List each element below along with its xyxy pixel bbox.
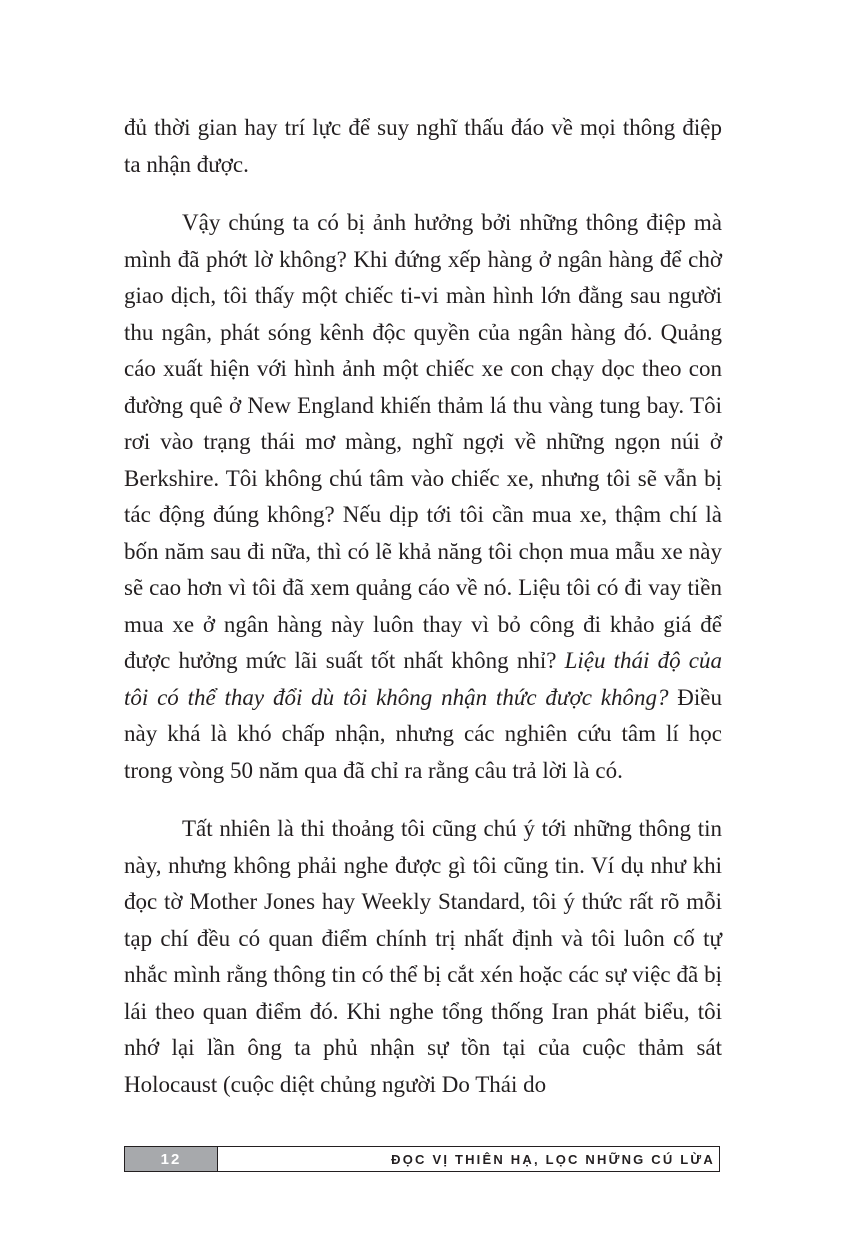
body-text: [124, 110, 722, 1125]
page-footer: [124, 1146, 720, 1172]
page-number: 12: [125, 1147, 218, 1171]
paragraph-continuation: đủ thời gian hay trí lực để suy nghĩ thấu đáo về mọi thông điệp ta nhận được.: [124, 115, 722, 177]
italic-question: Liệu thái độ của tôi có thể thay đổi dù tôi không nhận thức được không?: [124, 648, 722, 710]
paragraph-bank-advertisement: [124, 205, 722, 789]
paragraph-text: Vậy chúng ta có bị ảnh hưởng bởi những thông điệp mà mình đã phớt lờ không? Khi đứng xếp hàng ở ngân hàng để chờ giao dịch, tôi thấy một chiếc ti-vi màn hình lớn đằng sau người thu ngân, phát sóng kênh độc quyền của ngân hàng đó. Quảng cáo xuất hiện với hình ảnh một chiếc xe con chạy dọc theo con đường quê ở New England khiến thảm lá thu vàng tung bay. Tôi rơi vào trạng thái mơ màng, nghĩ ngợi về những ngọn núi ở Berkshire. Tôi không chú tâm vào chiếc xe, nhưng tôi sẽ vẫn bị tác động đúng không? Nếu dịp tới tôi cần mua xe, thậm chí là bốn năm sau đi nữa, thì có lẽ khả năng tôi chọn mua mẫu xe này sẽ cao hơn vì tôi đã xem quảng cáo về nó. Liệu tôi có đi vay tiền mua xe ở ngân hàng này luôn thay vì bỏ công đi khảo giá để được hưởng mức lãi suất tốt nhất không nhỉ?: [124, 210, 722, 673]
paragraph-media-bias: Tất nhiên là thi thoảng tôi cũng chú ý tới những thông tin này, nhưng không phải nghe được gì tôi cũng tin. Ví dụ như khi đọc tờ Mother Jones hay Weekly Standard, tôi ý thức rất rõ mỗi tạp chí đều có quan điểm chính trị nhất định và tôi luôn cố tự nhắc mình rằng thông tin có thể bị cắt xén hoặc các sự việc đã bị lái theo quan điểm đó. Khi nghe tổng thống Iran phát biểu, tôi nhớ lại lần ông ta phủ nhận sự tồn tại của cuộc thảm sát Holocaust (cuộc diệt chủng người Do Thái do: [124, 816, 722, 1097]
running-title: ĐỌC VỊ THIÊN HẠ, LỌC NHỮNG CÚ LỪA: [391, 1151, 715, 1167]
paragraph-text: Điều này khá là khó chấp nhận, nhưng các nghiên cứu tâm lí học trong vòng 50 năm qua đã chỉ ra rằng câu trả lời là có.: [124, 684, 723, 783]
